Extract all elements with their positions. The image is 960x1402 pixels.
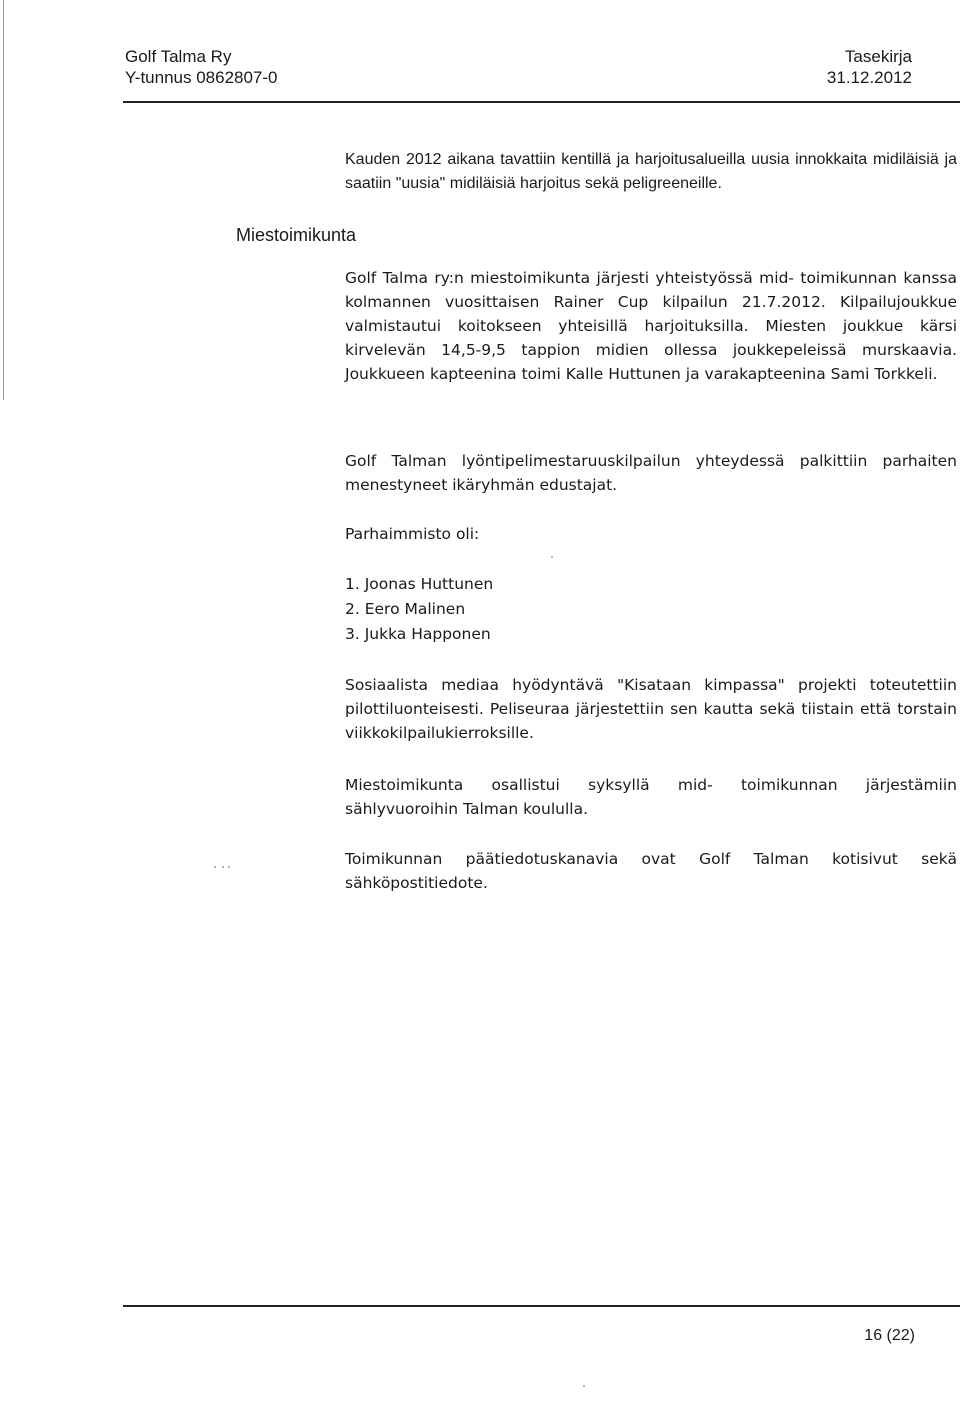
section-label: Miestoimikunta — [236, 225, 357, 245]
intro-paragraph: Kauden 2012 aikana tavattiin kentillä ja harjoitusalueilla uusia innokkaita midiläisiä ja saatiin "uusia" midiläisiä harjoitus sekä peligreeneille. — [345, 151, 957, 192]
closing-paragraph: Miestoimikunta osallistui syksyllä mid- toimikunnan järjestämiin sählyvuoroihin Talman koululla. — [345, 776, 957, 818]
header-business-id: Y-tunnus 0862807-0 — [125, 68, 278, 87]
ranking-item: 2. Eero Malinen — [345, 600, 466, 618]
page-number: 16 (22) — [864, 1327, 915, 1344]
header-document-type: Tasekirja — [844, 47, 912, 66]
scan-speck — [214, 866, 216, 868]
scan-speck — [583, 1385, 585, 1387]
ranking-heading: Parhaimmisto oli: — [345, 525, 480, 543]
closing-paragraph: Sosiaalista mediaa hyödyntävä "Kisataan kimpassa" projekti toteutettiin pilottiluonteisesti. Peliseuraa järjestettiin sen kautta sekä tiistain että torstain viikkokilpailukierroksille. — [345, 676, 957, 742]
ranking-item: 3. Jukka Happonen — [345, 625, 491, 643]
footer-divider — [123, 1305, 960, 1307]
ranking-list — [345, 572, 493, 647]
ranking-item: 1. Joonas Huttunen — [345, 575, 494, 593]
closing-paragraph: Toimikunnan päätiedotuskanavia ovat Golf Talman kotisivut sekä sähköpostitiedote. — [345, 850, 957, 892]
section-paragraph: Golf Talma ry:n miestoimikunta järjesti yhteistyössä mid- toimikunnan kanssa kolmannen vuosittaisen Rainer Cup kilpailun 21.7.2012. Kilpailujoukkue valmistautui koitokseen yhteisillä harjoituksilla. Miesten joukkue kärsi kirvelevän 14,5-9,5 tappion midien ollessa joukkepeleissä murskaavia. Joukkueen kapteenina toimi Kalle Huttunen ja varakapteenina Sami Torkkeli. — [345, 269, 957, 383]
header-divider — [123, 101, 960, 103]
header-date: 31.12.2012 — [826, 68, 912, 87]
section-paragraph: Golf Talman lyöntipelimestaruuskilpailun yhteydessä palkittiin parhaiten menestyneet ikäryhmän edustajat. — [345, 452, 957, 494]
scan-edge-line — [3, 0, 4, 400]
header-organization: Golf Talma Ry — [125, 47, 232, 66]
scan-speck — [222, 866, 224, 868]
scan-speck — [551, 556, 553, 558]
scan-speck — [228, 866, 230, 868]
